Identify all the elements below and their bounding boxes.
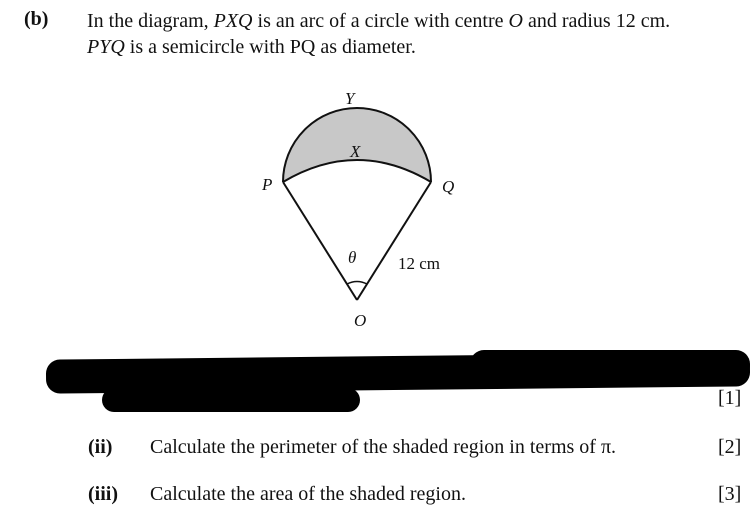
radius-op	[283, 182, 357, 300]
part-label: (b)	[24, 8, 49, 30]
label-p: P	[262, 175, 273, 194]
intro-arc-name: PXQ	[213, 10, 253, 32]
marks-ii: [2]	[718, 436, 742, 458]
marks-i: [1]	[718, 387, 742, 409]
subquestion-text: Calculate the perimeter of the shaded region in terms of π.	[150, 436, 617, 458]
label-theta: θ	[348, 248, 357, 267]
label-x: X	[350, 142, 361, 161]
intro-text: In the diagram,	[87, 10, 214, 32]
marks-iii: [3]	[718, 483, 742, 505]
subquestion-number: (iii)	[88, 483, 118, 505]
label-radius: 12 cm	[398, 254, 441, 273]
intro-semicircle-name: PYQ	[87, 36, 125, 58]
intro-text: and radius 12 cm.	[522, 10, 671, 32]
redaction-mark	[470, 350, 750, 380]
intro-text: is an arc of a circle with centre	[252, 10, 509, 32]
label-q: Q	[442, 177, 455, 196]
radius-oq	[357, 182, 431, 300]
angle-theta-arc	[347, 282, 367, 285]
subquestion-text: Calculate the area of the shaded region.	[150, 483, 466, 505]
label-y: Y	[345, 89, 355, 108]
subquestion-number: (ii)	[88, 436, 113, 458]
label-o: O	[354, 311, 367, 330]
redaction-mark	[102, 388, 360, 412]
intro-text: is a semicircle with PQ as diameter.	[124, 36, 416, 58]
intro-centre-name: O	[508, 10, 523, 32]
